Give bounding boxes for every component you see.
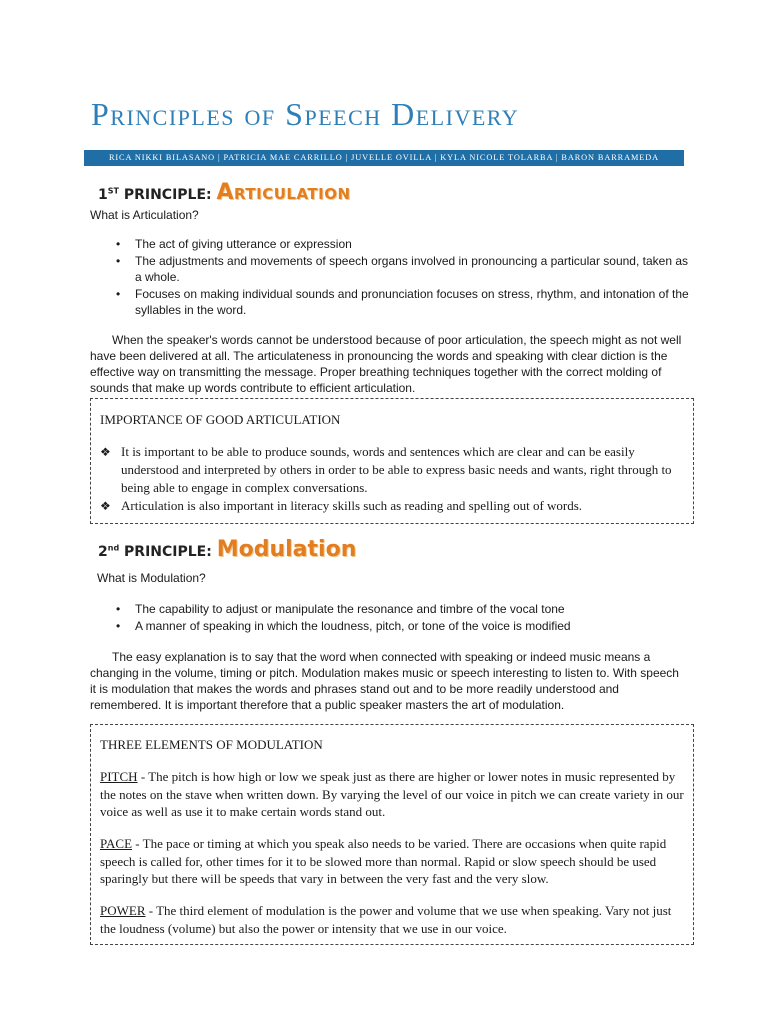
articulation-paragraph: When the speaker's words cannot be understood because of poor articulation, the speech might as not well have been delivered at all. The articulateness in pronouncing the words and speaking with clear diction is the effective way on transmitting the message. Proper breathing techniques together with the correct molding of sounds that make up words contribute to efficient articulation. <box>90 333 682 395</box>
principle-2-prefix <box>98 544 217 560</box>
authors-banner: RICA NIKKI BILASANO | PATRICIA MAE CARRILLO | JUVELLE OVILLA | KYLA NICOLE TOLARBA | BARON BARRAMEDA <box>84 150 684 166</box>
bullet-icon: • <box>116 287 121 301</box>
list-item: • The adjustments and movements of speech organs involved in pronouncing a particular sound, taken as a whole. <box>116 254 688 284</box>
principle-1-ordinal-suffix: ST <box>107 186 119 196</box>
list-item: ❖ Articulation is also important in literacy skills such as reading and spelling out of words. <box>100 498 583 513</box>
principle-1-prefix-text: PRINCIPLE: <box>118 187 217 203</box>
list-item: ❖ It is important to be able to produce sounds, words and sentences which are clear and can be easily understood and interpreted by others in order to be able to express basic needs and wants, right through to being able to engage in complex conversations. <box>100 444 672 495</box>
importance-list <box>91 443 687 515</box>
pitch-term: PITCH <box>100 769 138 784</box>
bullet-icon: • <box>116 619 121 633</box>
modulation-elements-box-title: THREE ELEMENTS OF MODULATION <box>100 737 323 752</box>
principle-2-ordinal-number: 2 <box>98 544 108 560</box>
page-title: Principles of Speech Delivery <box>91 96 520 132</box>
modulation-elements-box <box>90 724 694 945</box>
power-term: POWER <box>100 903 146 918</box>
importance-box <box>90 398 694 524</box>
pace-term: PACE <box>100 836 133 851</box>
principle-2-ordinal-suffix: nd <box>107 543 120 553</box>
principle-2-name: Modulation <box>216 537 357 562</box>
list-item: • A manner of speaking in which the loudness, pitch, or tone of the voice is modified <box>116 619 571 633</box>
principle-1-heading <box>98 180 351 205</box>
modulation-bullet-list <box>90 601 690 635</box>
bullet-icon: • <box>116 602 121 616</box>
bullet-icon: • <box>116 254 121 268</box>
principle-1-ordinal-number: 1 <box>98 187 108 203</box>
principle-2-prefix-text: PRINCIPLE: <box>119 544 217 560</box>
pitch-element: PITCH - The pitch is how high or low we speak just as there are higher or lower notes in music represented by the notes on the stave when written down. By varying the level of our voice in pitch we can create variety in our voice as well as use it to make certain words stand out. <box>100 769 684 819</box>
principle-1-prefix <box>98 187 217 203</box>
bullet-icon: • <box>116 237 121 251</box>
diamond-bullet-icon: ❖ <box>100 445 111 459</box>
pace-element: PACE - The pace or timing at which you speak also needs to be varied. There are occasions when quite rapid speech is called for, other times for it to be slowed more than normal. Rapid or slow speech should be used sparingly but there will be speeds that vary in between the very fast and the very slow. <box>100 836 667 886</box>
articulation-question: What is Articulation? <box>90 208 199 222</box>
modulation-question: What is Modulation? <box>97 571 206 585</box>
list-item: • Focuses on making individual sounds and pronunciation focuses on stress, rhythm, and intonation of the syllables in the word. <box>116 287 689 317</box>
principle-1-name: Articulation <box>216 180 351 205</box>
power-element: POWER - The third element of modulation is the power and volume that we use when speaking. Vary not just the loudness (volume) but also the power or intensity that we use in our voice. <box>100 903 672 936</box>
principle-2-heading <box>98 537 356 562</box>
importance-box-title: IMPORTANCE OF GOOD ARTICULATION <box>100 412 341 427</box>
articulation-bullet-list <box>90 236 690 319</box>
list-item: • The capability to adjust or manipulate the resonance and timbre of the vocal tone <box>116 602 565 616</box>
list-item: • The act of giving utterance or expression <box>116 237 352 251</box>
diamond-bullet-icon: ❖ <box>100 499 111 513</box>
modulation-paragraph: The easy explanation is to say that the word when connected with speaking or indeed music means a changing in the volume, timing or pitch. Modulation makes music or speech interesting to listen to. With speech it is modulation that makes the words and phrases stand out and to be more readily understood and remembered. It is important therefore that a public speaker masters the art of modulation. <box>90 650 679 712</box>
